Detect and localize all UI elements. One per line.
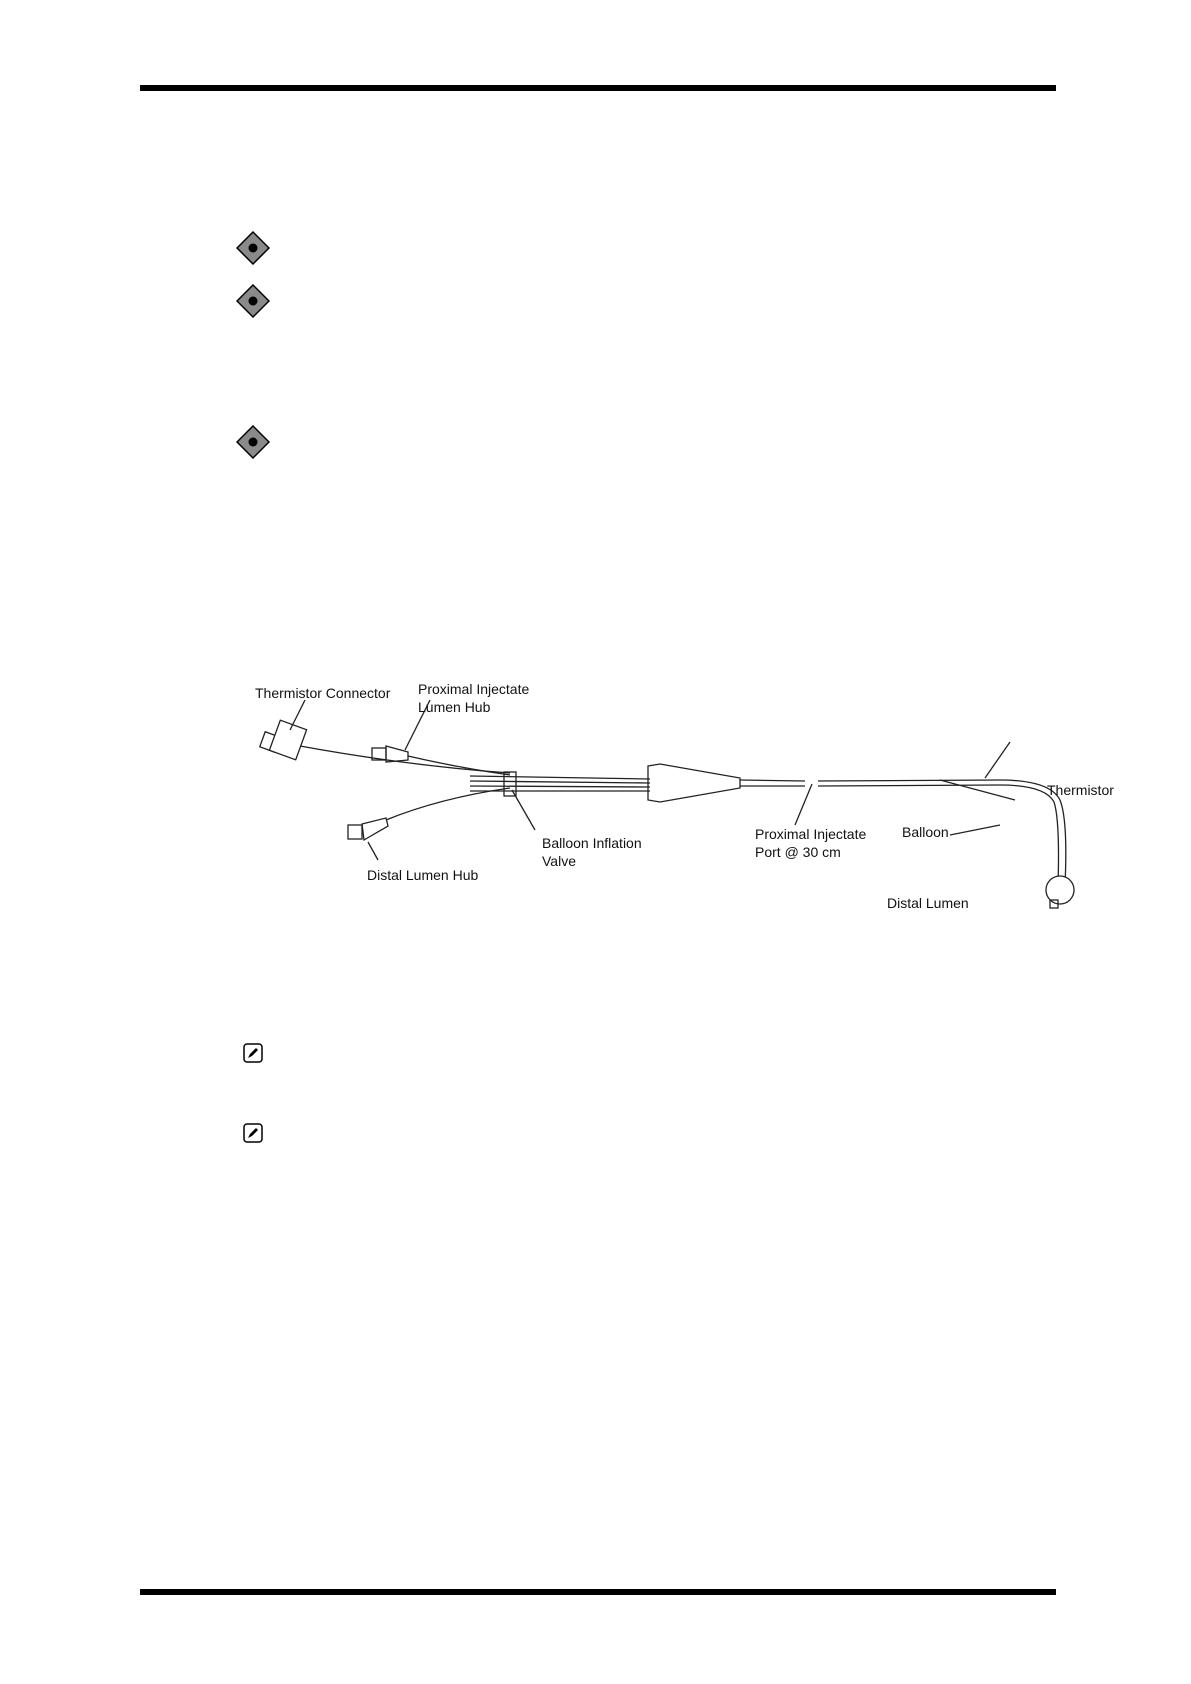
leader-thermistor-connector (290, 700, 305, 730)
catheter-diagram (250, 680, 1120, 920)
label-proximal-hub-2: Lumen Hub (418, 699, 491, 715)
label-balloon-valve-1: Balloon Inflation (542, 835, 642, 851)
bundle-line-3 (470, 786, 650, 787)
label-thermistor-connector: Thermistor Connector (255, 685, 391, 701)
label-distal-lumen: Distal Lumen (887, 895, 969, 911)
leader-distal-lumen (950, 825, 1000, 835)
catheter-shaft-a (740, 780, 805, 786)
note-pencil-icon (243, 1043, 263, 1063)
label-balloon: Balloon (902, 824, 949, 840)
distal-hub-cap (348, 825, 362, 839)
header-rule (140, 85, 1056, 91)
label-thermistor: Thermistor (1047, 782, 1114, 798)
leader-thermistor (985, 742, 1010, 778)
proximal-hub-body (386, 746, 408, 762)
warning-diamond-icon (236, 284, 270, 318)
bundle-line-2 (470, 781, 650, 783)
balloon-inflation-valve-band (504, 772, 516, 796)
proximal-lead (408, 756, 510, 775)
distal-lead (386, 788, 510, 820)
footer-rule (140, 1589, 1056, 1595)
distal-hub-body (362, 818, 388, 840)
label-proximal-port-2: Port @ 30 cm (755, 844, 841, 860)
label-distal-hub: Distal Lumen Hub (367, 867, 479, 883)
thermistor-connector-body (269, 720, 306, 760)
thermistor-lead (300, 746, 510, 773)
leader-balloon-valve (512, 790, 535, 830)
bundle-line-1 (470, 776, 650, 779)
junction-body (648, 764, 740, 802)
label-balloon-valve-2: Valve (542, 853, 576, 869)
label-proximal-port-1: Proximal Injectate (755, 826, 867, 842)
leader-distal-hub (368, 842, 378, 860)
leader-proximal-port (795, 784, 812, 825)
note-pencil-icon (243, 1123, 263, 1143)
label-proximal-hub-1: Proximal Injectate (418, 681, 530, 697)
warning-diamond-icon (236, 231, 270, 265)
leader-balloon (940, 780, 1015, 800)
warning-diamond-icon (236, 425, 270, 459)
